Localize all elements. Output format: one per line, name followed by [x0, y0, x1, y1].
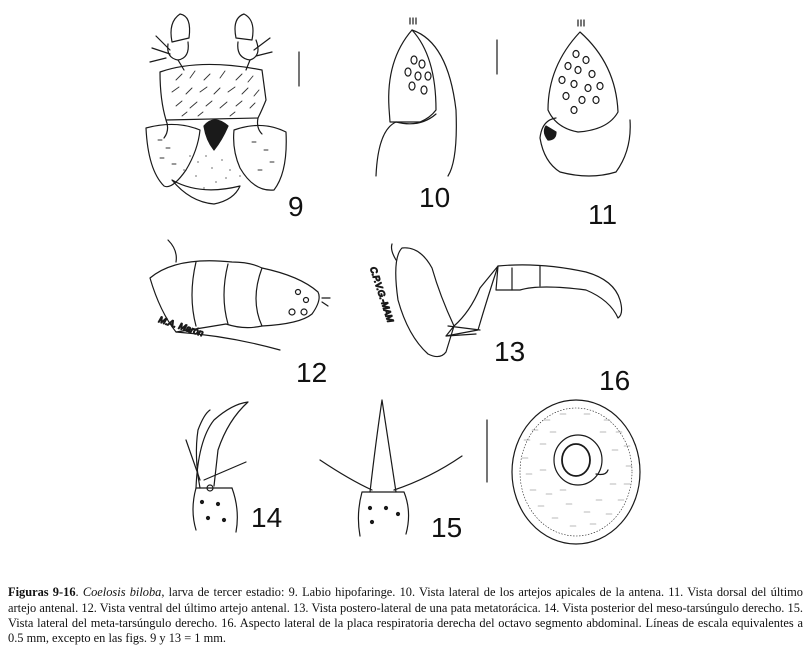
figure-caption — [8, 585, 803, 646]
fig-label-15: 15 — [431, 512, 463, 543]
fig-label-10: 10 — [419, 182, 451, 213]
drawing-fig16-respiratory-plate — [512, 400, 640, 544]
drawing-fig14-tarsungulus — [186, 402, 248, 532]
fig-label-13: 13 — [494, 336, 526, 367]
fig-label-16: 16 — [599, 365, 631, 396]
fig-label-11: 11 — [588, 199, 618, 230]
fig-label-14: 14 — [251, 502, 283, 533]
spots-fig10 — [405, 56, 431, 94]
drawing-fig10-antenna-lateral — [376, 18, 456, 176]
figure-numbers — [251, 182, 630, 543]
fig-label-9: 9 — [288, 191, 304, 222]
artist-signature-fig13: C.P.V.G.-MAM — [368, 265, 396, 324]
caption-text: , larva de tercer estadio: 9. Labio hipofaringe. 10. Vista lateral de los artejos apicales de la antena. 11. Vista dorsal del último artejo antenal. 12. Vista ventral del último artejo antenal. 13. Vista postero-lateral de una pata metatorácica. 14. Vista posterior del meso-tarsúngulo derecho. 15. Vista lateral del meta-tarsúngulo derecho. 16. Aspecto lateral de la placa respiratoria derecha del octavo segmento abdominal. Líneas de escala equivalentes a 0.5 mm, excepto en las figs. 9 y 13 = 1 mm. — [8, 585, 804, 645]
artist-signature-fig12: M.A. Marón — [157, 314, 205, 339]
caption-lead: Figuras 9-16 — [8, 585, 76, 600]
caption-lead-separator: . — [75, 585, 83, 600]
drawing-fig12-antenna-ventral — [150, 240, 330, 350]
fig-label-12: 12 — [296, 357, 328, 388]
texture-fig16-stipple — [522, 414, 632, 526]
spots-fig11 — [559, 51, 603, 114]
caption-species: Coelosis biloba — [82, 585, 162, 600]
drawing-fig9-labium-hypopharynx — [146, 14, 286, 204]
